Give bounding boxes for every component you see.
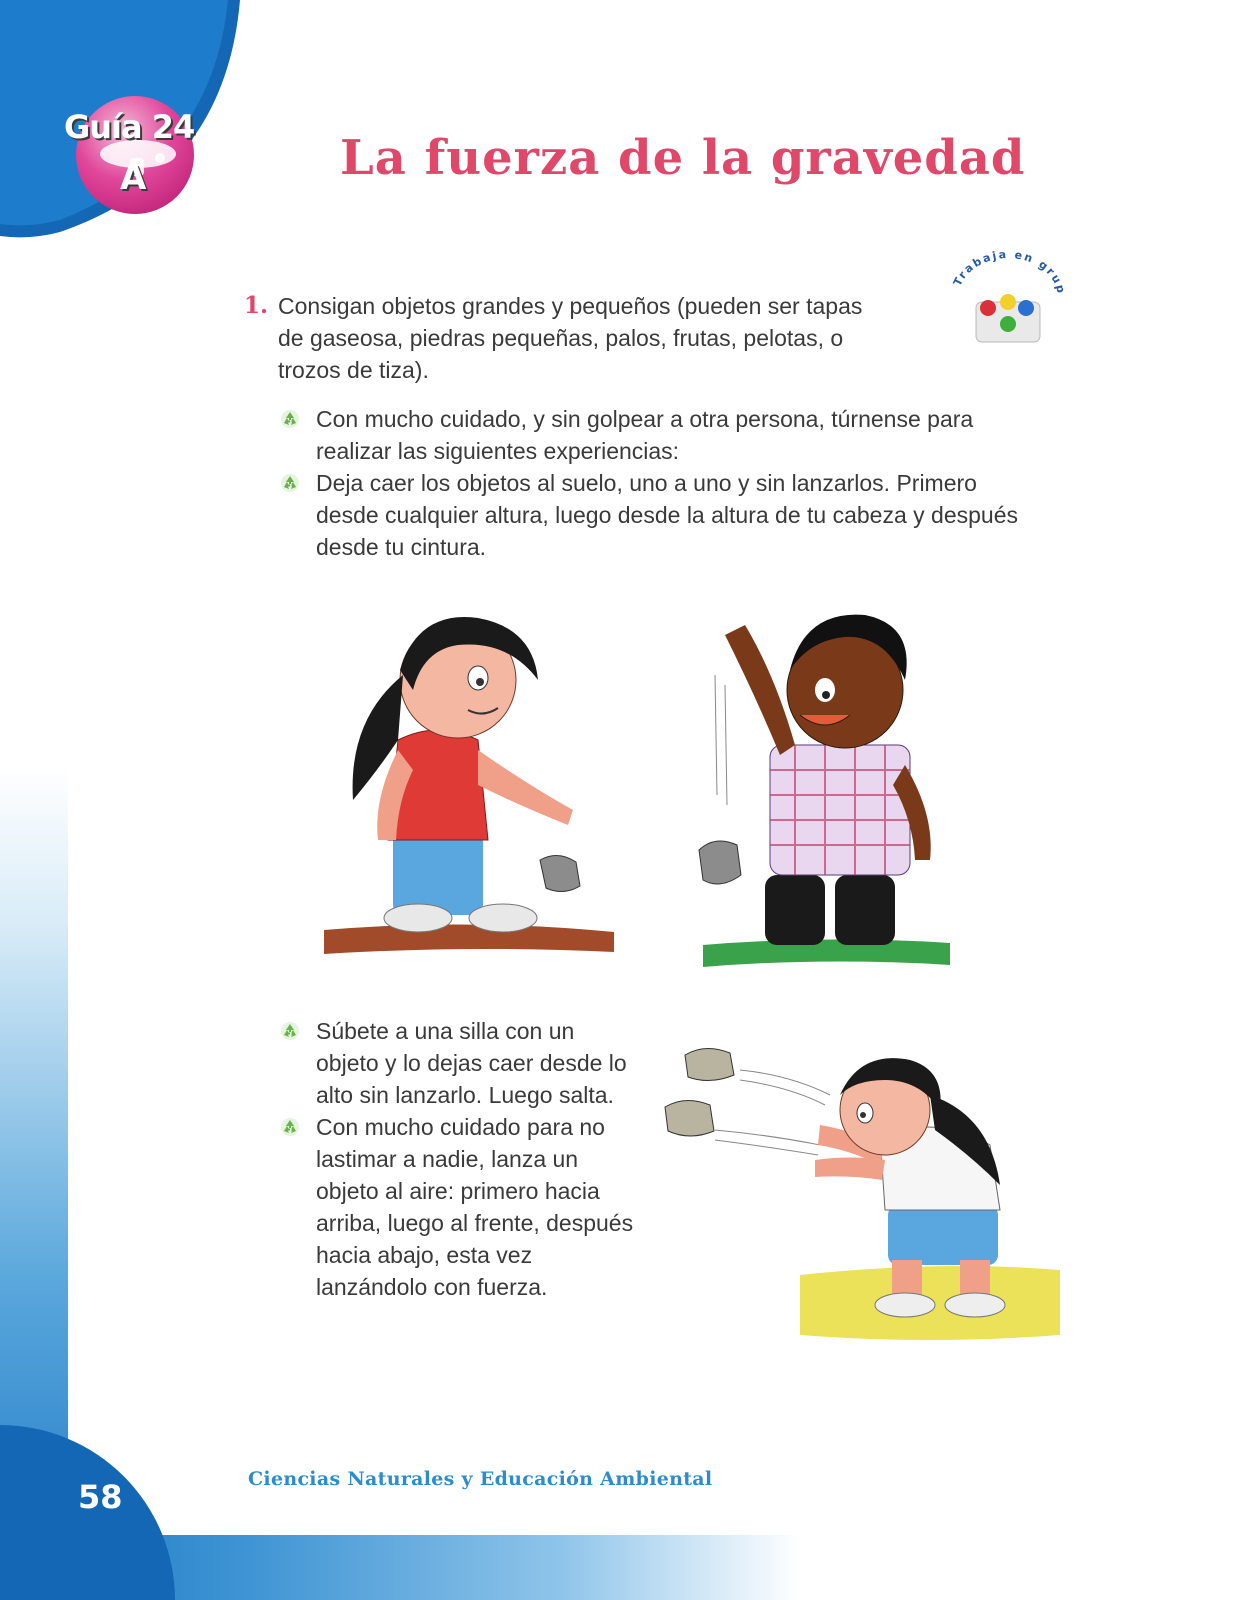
illustration-boy-dropping-stone [695,595,955,985]
list-item [280,1015,640,1111]
group-work-badge [948,250,1068,350]
illustration-girl-throwing-stones [660,1035,1070,1365]
list-item [280,403,1020,467]
page-title: La fuerza de la gravedad [340,130,1026,186]
svg-text:Trabaja en grupo [948,250,1068,296]
recycle-bullet-icon [280,1021,300,1041]
instruction-number: 1. [244,292,269,319]
guia-label: Guía 24 [64,108,195,146]
group-badge-text: Trabaja en grup [950,250,1068,297]
subject-footer: Ciencias Naturales y Educación Ambiental [248,1468,713,1490]
page-number: 58 [78,1478,123,1516]
illustration-girl-dropping-stone [318,600,618,970]
group-work-icon [976,294,1040,342]
recycle-bullet-icon [280,1117,300,1137]
instruction-1 [244,290,884,386]
list-item [280,467,1020,563]
recycle-bullet-icon [280,473,300,493]
bullet-list-top [280,403,1020,563]
instruction-text: Consigan objetos grandes y pequeños (pueden ser tapas de gaseosa, piedras pequeñas, palos, frutas, pelotas, o trozos de tiza). [278,293,863,383]
guia-letter: A [120,158,147,198]
bullet-list-bottom [280,1015,640,1303]
list-item [280,1111,640,1303]
bullet-text: Súbete a una silla con un objeto y lo dejas caer desde lo alto sin lanzarlo. Luego salta. [316,1018,627,1108]
bullet-text: Deja caer los objetos al suelo, uno a uno y sin lanzarlos. Primero desde cualquier altura, luego desde la altura de tu cabeza y después desde tu cintura. [316,470,1018,560]
recycle-bullet-icon [280,409,300,429]
bullet-text: Con mucho cuidado para no lastimar a nadie, lanza un objeto al aire: primero hacia arriba, luego al frente, después hacia abajo, esta vez lanzándolo con fuerza. [316,1114,634,1300]
bullet-text: Con mucho cuidado, y sin golpear a otra persona, túrnense para realizar las siguientes experiencias: [316,406,974,464]
